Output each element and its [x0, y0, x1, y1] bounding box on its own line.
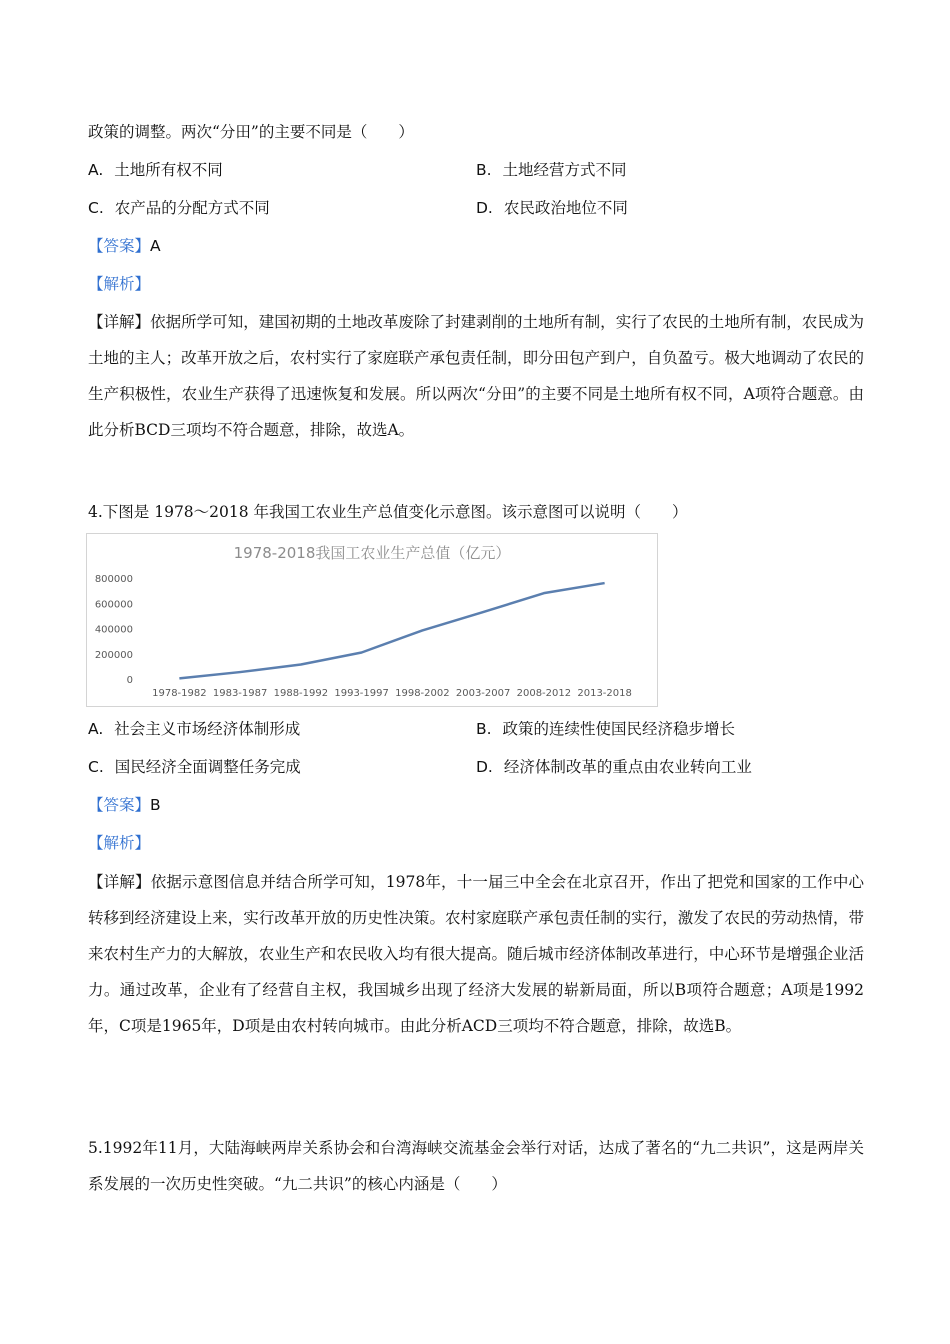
option-letter: B. [476, 161, 492, 179]
q3-stem-tail: 政策的调整。两次“分田”的主要不同是（ ） [88, 123, 414, 141]
q3-analysis-tag: 【解析】 [88, 275, 151, 293]
x-tick-label: 1993-1997 [334, 688, 389, 699]
q5-stem: 5.1992年11月，大陆海峡两岸关系协会和台湾海峡交流基金会举行对话，达成了著名的“九二共识”，这是两岸关系发展的一次历史性突破。“九二共识”的核心内涵是（ ） [88, 1139, 864, 1193]
detail-tag: 【详解】 [88, 313, 151, 331]
option-letter: D. [476, 758, 493, 776]
q4-stem: 4.下图是 1978～2018 年我国工农业生产总值变化示意图。该示意图可以说明（ ） [88, 503, 688, 521]
option-text: 经济体制改革的重点由农业转向工业 [503, 758, 752, 776]
y-tick-label: 800000 [94, 574, 133, 585]
q3-option-c [88, 198, 270, 218]
option-letter: A. [88, 720, 104, 738]
y-tick-label: 600000 [94, 599, 133, 611]
x-tick-label: 2013-2018 [577, 688, 632, 699]
x-tick-label: 1983-1987 [212, 688, 268, 699]
option-text: 社会主义市场经济体制形成 [114, 720, 301, 738]
q4-option-d [476, 757, 752, 777]
option-letter: D. [476, 199, 493, 217]
x-tick-label: 2008-2012 [516, 688, 572, 699]
x-tick-label: 1978-1982 [152, 688, 207, 699]
q3-option-d [476, 198, 628, 218]
option-text: 国民经济全面调整任务完成 [114, 758, 301, 776]
option-text: 农民政治地位不同 [503, 199, 628, 217]
detail-text: 依据示意图信息并结合所学可知，1978年，十一届三中全会在北京召开，作出了把党和国家的工作中心转移到经济建设上来，实行改革开放的历史性决策。农村家庭联产承包责任制的实行，激发了农民的劳动热情，带来农村生产力的大解放，农业生产和农民收入均有很大提高。随后城市经济体制改革进行，中心环节是增强企业活力。通过改革，企业有了经营自主权，我国城乡出现了经济大发展的崭新局面，所以B项符合题意；A项是1992年，C项是1965年，D项是由农村转向城市。由此分析ACD三项均不符合题意，排除，故选B。 [88, 873, 864, 1035]
q3-option-b [476, 160, 627, 180]
answer-tag: 【答案】 [88, 796, 151, 814]
line-chart [87, 534, 657, 706]
q3-answer [88, 236, 161, 256]
q4-chart [86, 533, 658, 707]
chart-title: 1978-2018我国工农业生产总值（亿元） [233, 544, 511, 562]
x-tick-label: 1998-2002 [395, 688, 450, 699]
q4-option-b [476, 719, 735, 739]
q4-answer [88, 795, 161, 815]
option-letter: C. [88, 758, 104, 776]
q3-detail [88, 304, 864, 448]
q3-option-a [88, 160, 223, 180]
q4-detail [88, 864, 864, 1044]
answer-tag: 【答案】 [88, 237, 151, 255]
option-letter: C. [88, 199, 104, 217]
detail-tag: 【详解】 [88, 873, 151, 891]
x-tick-label: 1988-1992 [273, 688, 329, 699]
y-tick-label: 400000 [94, 624, 133, 636]
y-tick-label: 0 [126, 675, 133, 686]
option-letter: B. [476, 720, 492, 738]
option-text: 土地经营方式不同 [502, 161, 627, 179]
q4-analysis-tag: 【解析】 [88, 834, 151, 852]
option-text: 土地所有权不同 [114, 161, 223, 179]
series-line [179, 583, 604, 678]
x-tick-label: 2003-2007 [455, 688, 511, 699]
option-text: 农产品的分配方式不同 [114, 199, 270, 217]
option-text: 政策的连续性使国民经济稳步增长 [502, 720, 736, 738]
y-tick-label: 200000 [94, 649, 133, 661]
answer-value: A [150, 237, 161, 255]
detail-text: 依据所学可知，建国初期的土地改革废除了封建剥削的土地所有制，实行了农民的土地所有制，农民成为土地的主人；改革开放之后，农村实行了家庭联产承包责任制，即分田包产到户，自负盈亏。极大地调动了农民的生产积极性，农业生产获得了迅速恢复和发展。所以两次“分田”的主要不同是土地所有权不同，A项符合题意。由此分析BCD三项均不符合题意，排除，故选A。 [88, 313, 864, 439]
option-letter: A. [88, 161, 104, 179]
q4-option-c [88, 757, 301, 777]
answer-value: B [150, 796, 161, 814]
q4-option-a [88, 719, 300, 739]
